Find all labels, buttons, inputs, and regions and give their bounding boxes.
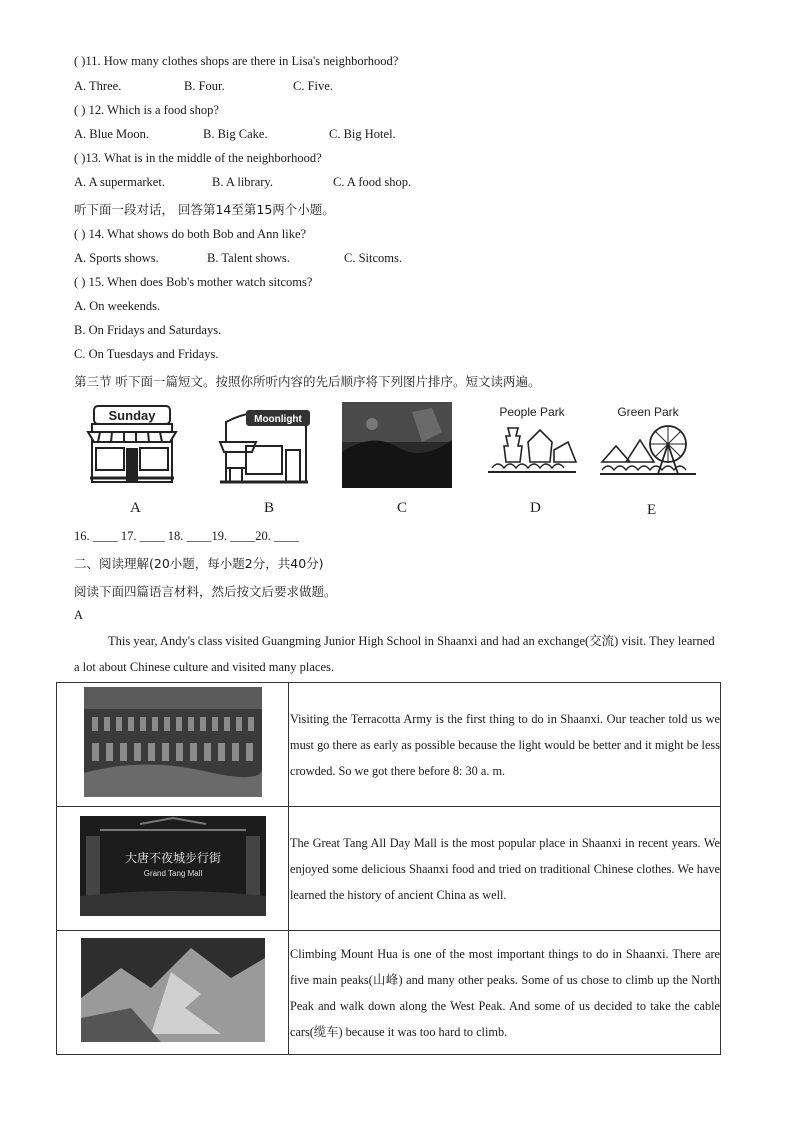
picture-label-e: E	[647, 502, 657, 518]
moonlight-sign: Moonlight	[254, 414, 302, 425]
green-park-sign: Green Park	[617, 405, 679, 419]
reading-instruction: 阅读下面四篇语言材料，然后按文后要求做题。	[74, 584, 337, 599]
answer-blanks[interactable]: 16. ____ 17. ____ 18. ____19. ____20. ____	[74, 529, 299, 543]
option-c[interactable]: C. Big Hotel.	[329, 127, 396, 141]
picture-label-a: A	[130, 500, 141, 516]
picture-label-d: D	[530, 500, 541, 516]
terracotta-army-text: Visiting the Terracotta Army is the first thing to do in Shaanxi. Our teacher told us we must go there as early as possible because the light would be better and it might be less crowded. So we got there before 8: 30 a. m.	[289, 683, 721, 807]
question-12-stem: ( ) 12. Which is a food shop?	[74, 103, 219, 117]
option-c[interactable]: C. Five.	[293, 79, 333, 93]
green-park-picture	[596, 402, 702, 486]
grand-tang-mall-photo	[80, 816, 266, 916]
option-b[interactable]: B. Talent shows.	[207, 251, 290, 265]
reading-heading: 二、阅读理解(20小题，每小题2分，共40分)	[74, 556, 324, 571]
mall-sign-chinese: 大唐不夜城步行街	[124, 851, 221, 865]
option-a[interactable]: A. A supermarket.	[74, 175, 165, 189]
table-row	[57, 683, 721, 807]
mount-hua-photo	[81, 938, 265, 1042]
sunday-sign: Sunday	[108, 408, 156, 423]
option-a[interactable]: A. Blue Moon.	[74, 127, 149, 141]
passage-label: A	[74, 608, 84, 622]
option-a[interactable]: A. Sports shows.	[74, 251, 159, 265]
table-row	[57, 931, 721, 1055]
section3-instruction: 第三节 听下面一篇短文。按照你所听内容的先后顺序将下列图片排序。短文读两遍。	[74, 374, 541, 389]
places-table	[56, 682, 721, 1055]
option-a[interactable]: A. Three.	[74, 79, 122, 93]
option-b[interactable]: B. A library.	[212, 175, 273, 189]
night-scene-photo	[342, 402, 452, 488]
dialog-instruction: 听下面一段对话， 回答第14至第15两个小题。	[74, 202, 335, 217]
image-cell	[57, 683, 289, 807]
picture-label-b: B	[264, 500, 275, 516]
image-cell	[57, 807, 289, 931]
table-row	[57, 807, 721, 931]
option-b[interactable]: B. Big Cake.	[203, 127, 268, 141]
picture-row	[84, 402, 704, 522]
sunday-shop-picture	[86, 402, 178, 486]
question-11-stem: ( )11. How many clothes shops are there in Lisa's neighborhood?	[74, 54, 399, 68]
question-15-option-b[interactable]: B. On Fridays and Saturdays.	[74, 323, 222, 337]
image-cell	[57, 931, 289, 1055]
question-15-stem: ( ) 15. When does Bob's mother watch sitcoms?	[74, 275, 313, 289]
terracotta-army-photo	[84, 687, 262, 797]
question-14-stem: ( ) 14. What shows do both Bob and Ann like?	[74, 227, 307, 241]
option-b[interactable]: B. Four.	[184, 79, 225, 93]
moonlight-shop-picture	[216, 402, 312, 486]
option-c[interactable]: C. A food shop.	[333, 175, 412, 189]
people-park-picture	[484, 402, 580, 486]
people-park-sign: People Park	[499, 405, 565, 419]
question-13-stem: ( )13. What is in the middle of the neighborhood?	[74, 151, 322, 165]
question-15-option-a[interactable]: A. On weekends.	[74, 299, 161, 313]
question-15-option-c[interactable]: C. On Tuesdays and Fridays.	[74, 347, 219, 361]
picture-label-c: C	[397, 500, 408, 516]
option-c[interactable]: C. Sitcoms.	[344, 251, 402, 265]
passage-intro: This year, Andy's class visited Guangming Junior High School in Shaanxi and had an exchange(交流) visit. They learned a lot about Chinese culture and visited many places.	[74, 634, 715, 674]
mount-hua-text: Climbing Mount Hua is one of the most important things to do in Shaanxi. There are five main peaks(山峰) and many other peaks. Some of us chose to climb up the North Peak and walk down along the West Peak. And some of us decided to take the cable cars(缆车) because it was too hard to climb.	[289, 931, 721, 1055]
grand-tang-mall-text: The Great Tang All Day Mall is the most popular place in Shaanxi in recent years. We enjoyed some delicious Shaanxi food and tried on traditional Chinese clothes. We have learned the history of ancient China as well.	[289, 807, 721, 931]
mall-sign-english: Grand Tang Mall	[143, 869, 202, 878]
